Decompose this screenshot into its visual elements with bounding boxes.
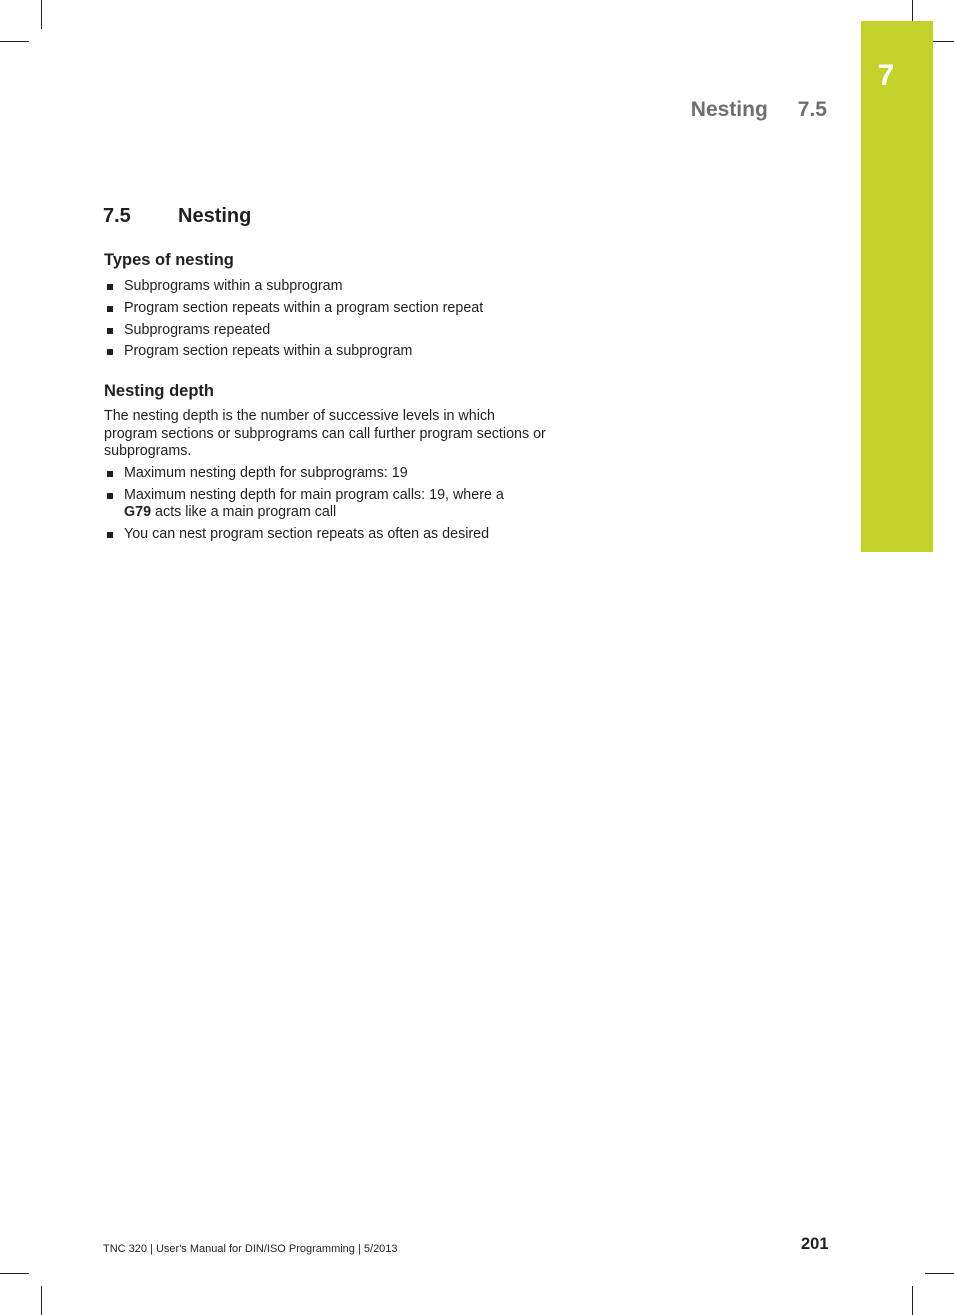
list-item: You can nest program section repeats as often as desired bbox=[104, 526, 544, 544]
code-g79: G79 bbox=[124, 504, 152, 521]
crop-mark bbox=[41, 0, 42, 29]
list-item: Maximum nesting depth for subprograms: 19 bbox=[104, 465, 544, 483]
running-head-title: Nesting bbox=[690, 98, 768, 121]
depth-list bbox=[104, 465, 544, 548]
running-head bbox=[691, 98, 827, 122]
bullet-icon bbox=[107, 493, 113, 499]
crop-mark bbox=[0, 41, 29, 42]
types-list bbox=[104, 278, 554, 365]
page-number: 201 bbox=[801, 1235, 829, 1253]
running-head-number: 7.5 bbox=[797, 98, 827, 121]
bullet-icon bbox=[107, 471, 113, 477]
crop-mark bbox=[912, 1286, 913, 1315]
bullet-icon bbox=[107, 328, 113, 334]
list-item: Subprograms within a subprogram bbox=[104, 278, 554, 296]
section-number: 7.5 bbox=[103, 205, 131, 227]
types-heading: Types of nesting bbox=[104, 251, 234, 269]
chapter-tab bbox=[861, 21, 933, 552]
bullet-icon bbox=[107, 532, 113, 538]
section-title bbox=[103, 205, 251, 228]
bullet-icon bbox=[107, 284, 113, 290]
list-item: Program section repeats within a program section repeat bbox=[104, 300, 554, 318]
list-item: Maximum nesting depth for main program calls: 19, where a G79 acts like a main program call bbox=[104, 487, 544, 522]
section-title-text: Nesting bbox=[178, 205, 252, 227]
depth-paragraph: The nesting depth is the number of successive levels in which program sections or subprograms can call further program sections or subprograms. bbox=[104, 408, 546, 459]
footer-text: TNC 320 | User's Manual for DIN/ISO Programming | 5/2013 bbox=[103, 1243, 398, 1255]
crop-mark bbox=[0, 1273, 29, 1274]
list-item: Subprograms repeated bbox=[104, 322, 554, 340]
chapter-number: 7 bbox=[877, 59, 895, 92]
bullet-icon bbox=[107, 306, 113, 312]
list-item: Program section repeats within a subprogram bbox=[104, 343, 554, 361]
crop-mark bbox=[41, 1286, 42, 1315]
depth-heading: Nesting depth bbox=[104, 382, 214, 400]
crop-mark bbox=[925, 1273, 954, 1274]
bullet-icon bbox=[107, 349, 113, 355]
